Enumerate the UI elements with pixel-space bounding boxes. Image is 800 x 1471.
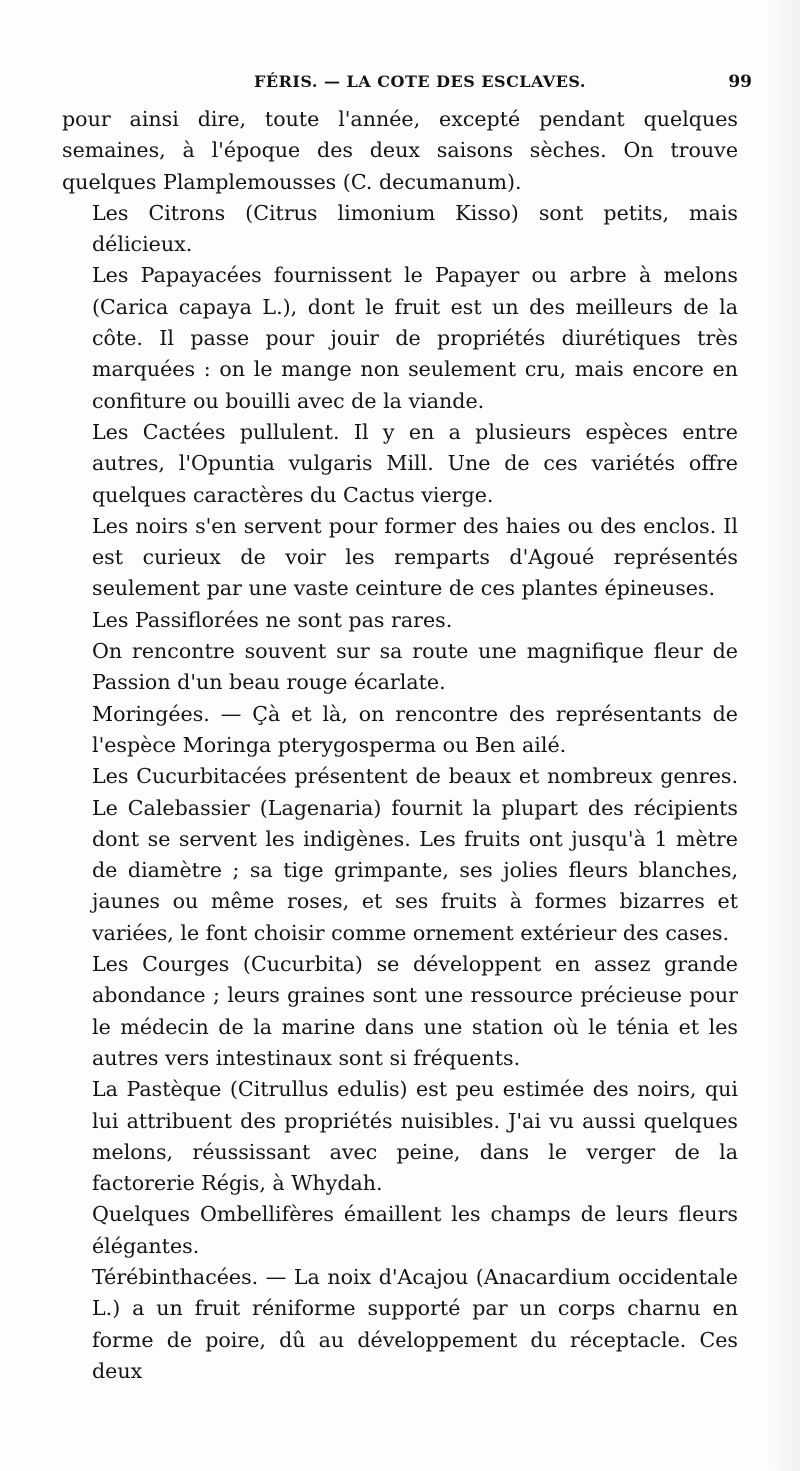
page-header (100, 72, 752, 100)
page-number: 99 (728, 72, 752, 92)
paragraph: Moringées. — Çà et là, on rencontre des représentants de l'espèce Moringa pterygosperma ou Ben ailé. (92, 701, 738, 757)
paragraph: Les Cucurbitacées présentent de beaux et nombreux genres. Le Calebassier (Lagenaria) fournit la plupart des récipients dont se servent les indigènes. Les fruits ont jusqu'à 1 mètre de diamètre ; sa tige grimpante, ses jolies fleurs blanches, jaunes ou même roses, et ses fruits à formes bizarres et variées, le font choisir comme ornement extérieur des cases. (92, 764, 738, 945)
paragraph: Les noirs s'en servent pour former des haies ou des enclos. Il est curieux de voir les remparts d'Agoué représentés seulement par une vaste ceinture de ces plantes épineuses. (92, 513, 738, 601)
paragraph: Térébinthacées. — La noix d'Acajou (Anacardium occidentale L.) a un fruit réniforme supporté par un corps charnu en forme de poire, dû au développement du réceptacle. Ces deux (92, 1264, 738, 1383)
body-text (62, 104, 738, 1387)
running-head: FÉRIS. — LA COTE DES ESCLAVES. (254, 72, 586, 91)
paragraph: On rencontre souvent sur sa route une magnifique fleur de Passion d'un beau rouge écarlate. (92, 639, 738, 695)
paragraph: Les Cactées pullulent. Il y en a plusieurs espèces entre autres, l'Opuntia vulgaris Mill. Une de ces variétés offre quelques caractères du Cactus vierge. (92, 419, 738, 507)
paragraph: Les Citrons (Citrus limonium Kisso) sont petits, mais délicieux. (92, 200, 738, 257)
paragraph: Quelques Ombellifères émaillent les champs de leurs fleurs élégantes. (92, 1202, 738, 1258)
paragraph: Les Papayacées fournissent le Papayer ou arbre à melons (Carica capaya L.), dont le fruit est un des meilleurs de la côte. Il passe pour jouir de propriétés diurétiques très marquées : on le mange non seulement cru, mais encore en confiture ou bouilli avec de la viande. (92, 263, 738, 413)
paragraph: pour ainsi dire, toute l'année, excepté pendant quelques semaines, à l'époque des deux saisons sèches. On trouve quelques Plamplemousses (C. decumanum). (62, 107, 738, 194)
paragraph: La Pastèque (Citrullus edulis) est peu estimée des noirs, qui lui attribuent des propriétés nuisibles. J'ai vu aussi quelques melons, réussissant avec peine, dans le verger de la factorerie Régis, à Whydah. (92, 1077, 738, 1196)
paragraph: Les Courges (Cucurbita) se développent en assez grande abondance ; leurs graines sont une ressource précieuse pour le médecin de la marine dans une station où le ténia et les autres vers intestinaux sont si fréquents. (92, 952, 738, 1070)
paragraph: Les Passiflorées ne sont pas rares. (92, 607, 453, 632)
page-edge-shadow (766, 0, 800, 1471)
